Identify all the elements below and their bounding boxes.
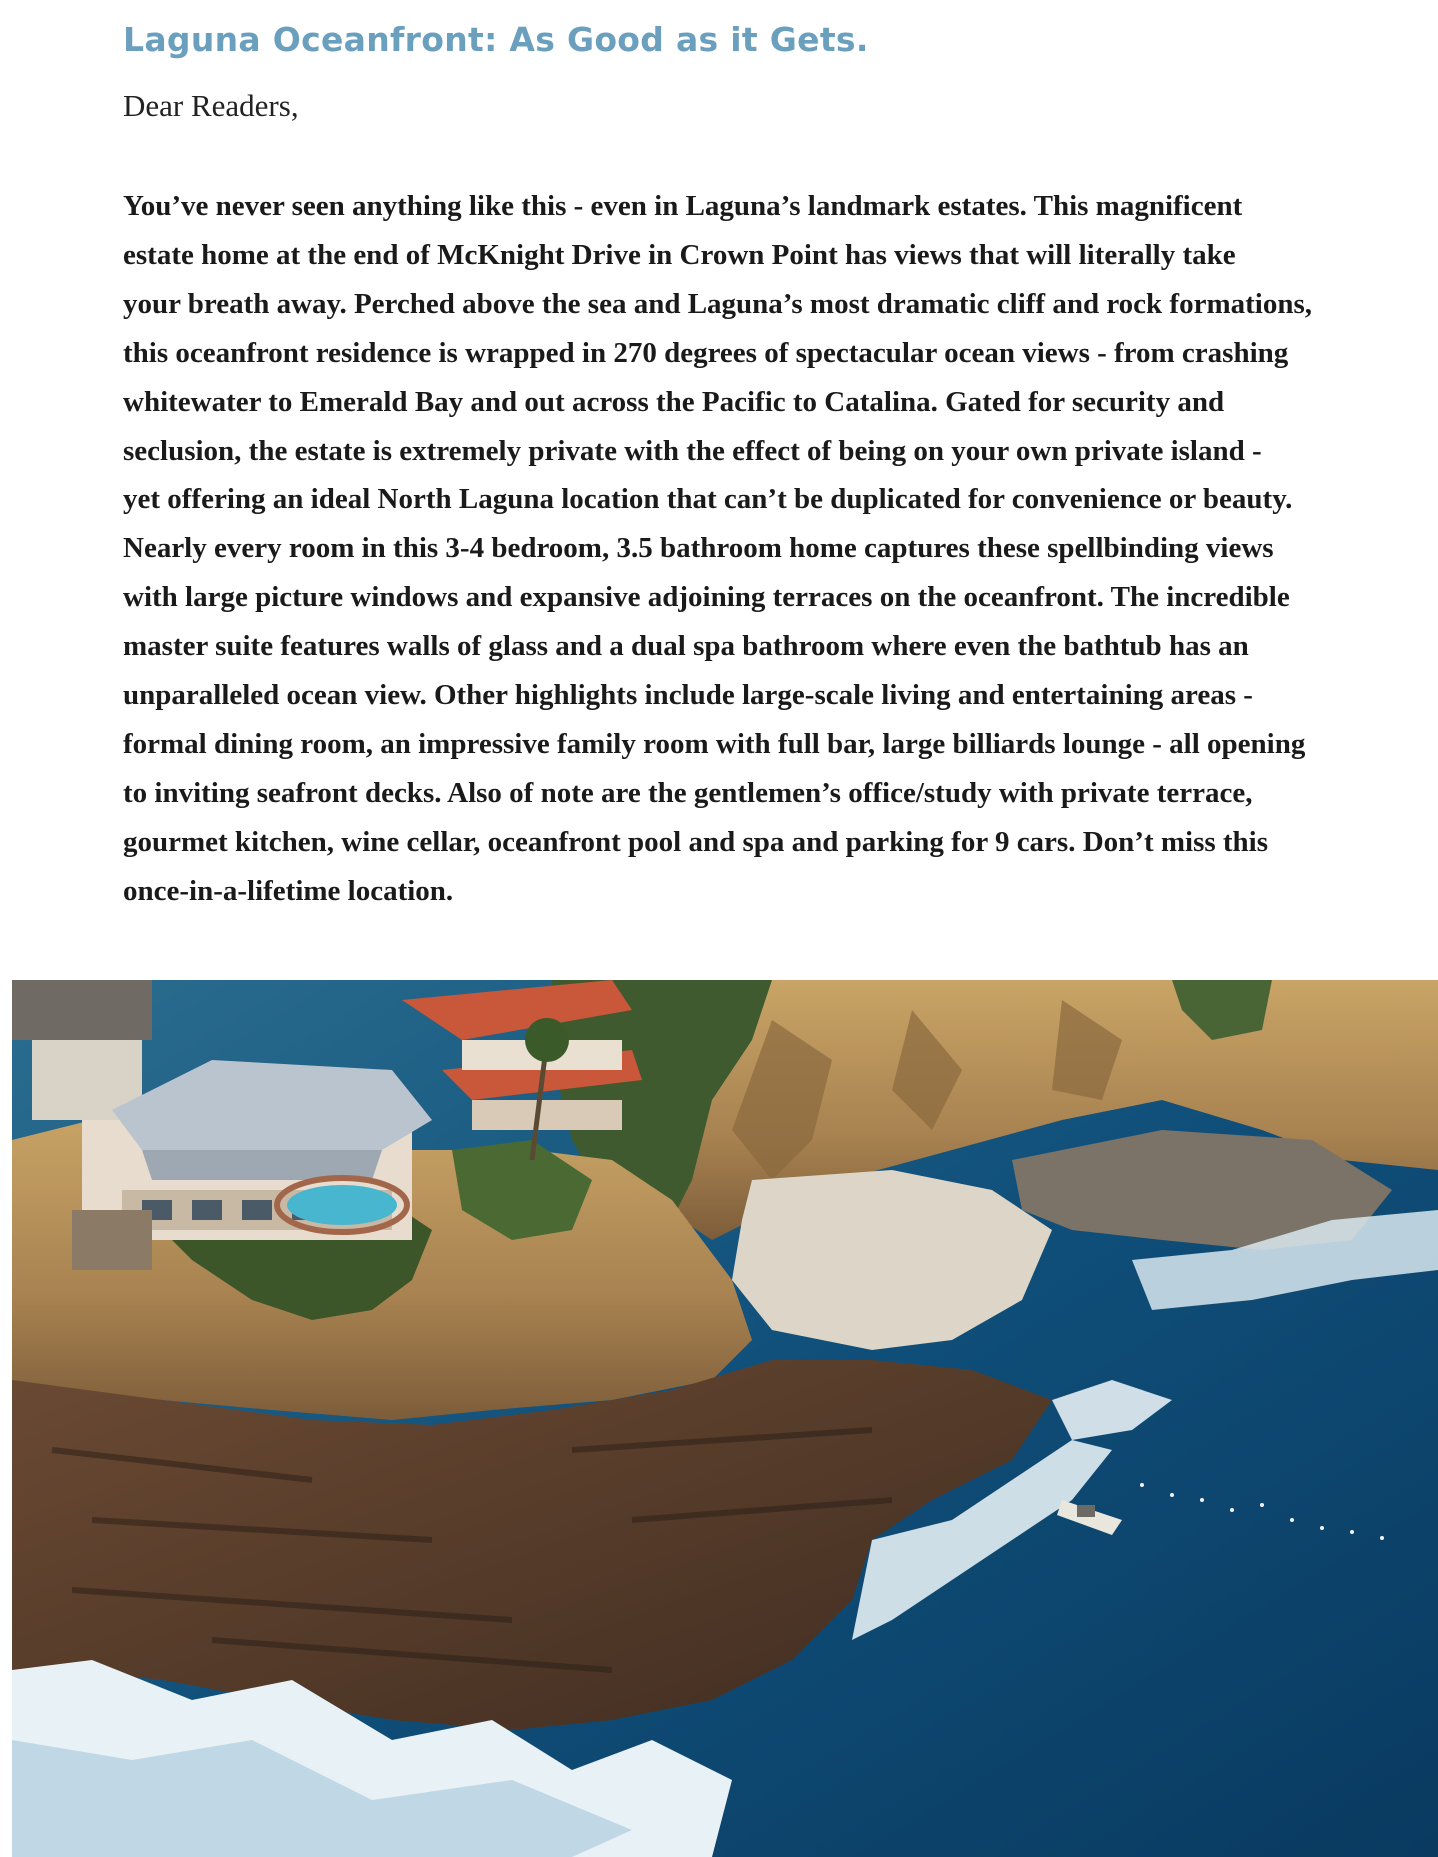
body-line: your breath away. Perched above the sea and Laguna’s most dramatic cliff and rock formations, xyxy=(123,287,1312,320)
body-line: You’ve never seen anything like this - even in Laguna’s landmark estates. This magnificent xyxy=(123,190,1243,222)
salutation: Dear Readers, xyxy=(123,88,299,123)
aerial-photo-illustration xyxy=(12,980,1438,1857)
body-line: once-in-a-lifetime location. xyxy=(123,874,454,907)
body-line: estate home at the end of McKnight Drive in Crown Point has views that will literally take xyxy=(123,238,1236,271)
body-line: master suite features walls of glass and a dual spa bathroom where even the bathtub has an xyxy=(123,630,1249,663)
palm-crown xyxy=(525,1018,569,1062)
body-line: yet offering an ideal North Laguna location that can’t be duplicated for convenience or beauty. xyxy=(123,483,1293,516)
body-line: unparalleled ocean view. Other highlights include large-scale living and entertaining areas - xyxy=(123,679,1253,712)
aerial-oceanfront-photo xyxy=(12,980,1438,1857)
neighbor-house xyxy=(12,980,152,1040)
body-line: Nearly every room in this 3-4 bedroom, 3.5 bathroom home captures these spellbinding views xyxy=(123,532,1274,565)
body-line: whitewater to Emerald Bay and out across the Pacific to Catalina. Gated for security and xyxy=(123,385,1225,418)
body-line: with large picture windows and expansive adjoining terraces on the oceanfront. The incredible xyxy=(123,581,1290,614)
article-headline: Laguna Oceanfront: As Good as it Gets. xyxy=(123,20,869,59)
body-line: formal dining room, an impressive family room with full bar, large billiards lounge - all opening xyxy=(123,727,1306,760)
article-body xyxy=(123,182,1398,916)
body-line: seclusion, the estate is extremely private with the effect of being on your own private island - xyxy=(123,434,1262,467)
body-line: gourmet kitchen, wine cellar, oceanfront pool and spa and parking for 9 cars. Don’t miss this xyxy=(123,825,1269,858)
body-line: this oceanfront residence is wrapped in 270 degrees of spectacular ocean views - from crashing xyxy=(123,336,1289,369)
body-line: to inviting seafront decks. Also of note are the gentlemen’s office/study with private terrace, xyxy=(123,776,1253,809)
pool xyxy=(287,1185,397,1225)
